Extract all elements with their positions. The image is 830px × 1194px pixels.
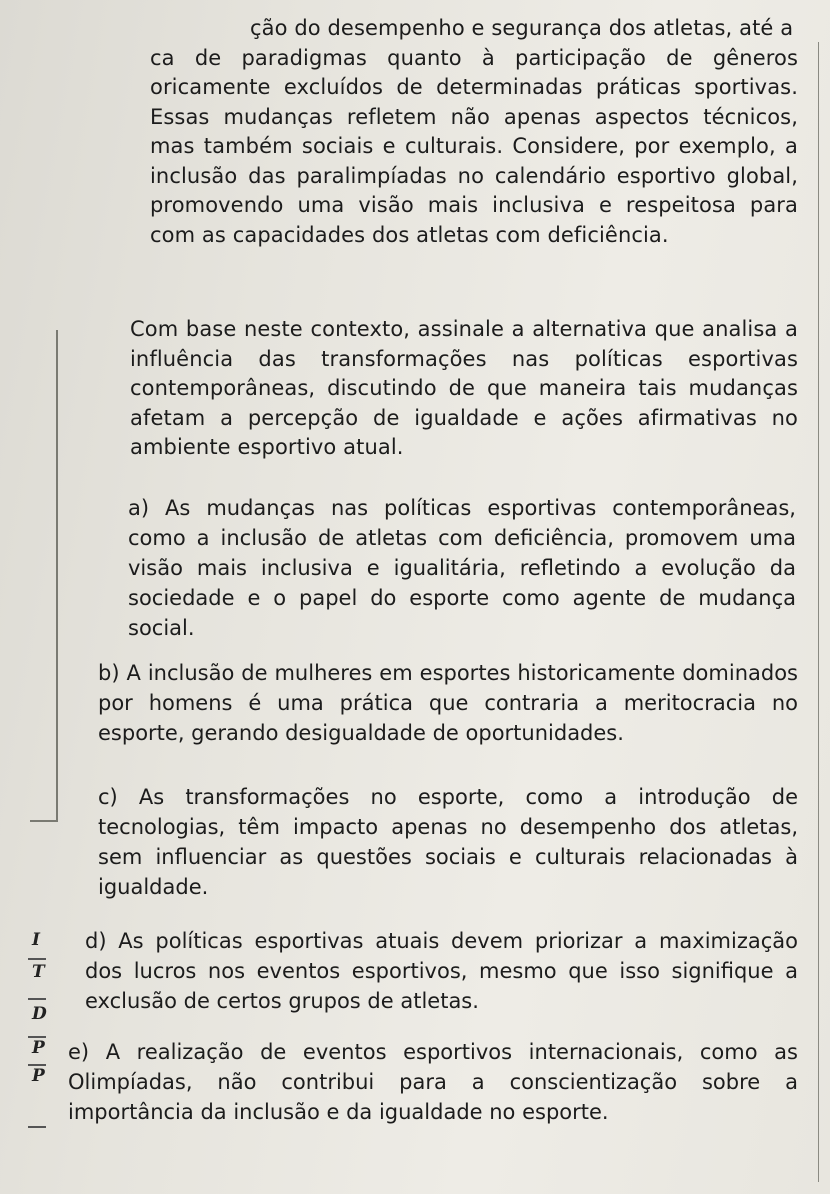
margin-line-horizontal <box>30 820 58 822</box>
margin-rule-2 <box>28 998 46 1000</box>
intro-rest: ca de paradigmas quanto à participação de gêneros oricamente excluídos de determinadas práticas sportivas. Essas mudanças refletem não apenas aspectos técnicos, mas também sociais e culturais. Considere, por exemplo, a inclusão das paralimpíadas no calendário esportivo global, promovendo uma visão mais inclusiva e respeitosa para com as capacidades dos atletas com deficiência. <box>150 45 798 247</box>
intro-first-line: ção do desempenho e segurança dos atletas, até a <box>250 16 794 40</box>
margin-letter-2: T <box>32 962 45 982</box>
margin-letter-5: P <box>32 1066 45 1086</box>
margin-letter-4: P <box>32 1038 45 1058</box>
question-text: Com base neste contexto, assinale a alternativa que analisa a influência das transformações nas políticas esportivas contemporâneas, discutindo de que maneira tais mudanças afetam a percepção de igualdade e ações afirmativas no ambiente esportivo atual. <box>130 317 798 459</box>
option-c[interactable]: c) As transformações no esporte, como a introdução de tecnologias, têm impacto apenas no desempenho dos atletas, sem influenciar as questões sociais e culturais relacionadas à igualdade. <box>98 785 798 899</box>
option-b[interactable]: b) A inclusão de mulheres em esportes historicamente dominados por homens é uma prática que contraria a meritocracia no esporte, gerando desigualdade de oportunidades. <box>98 661 798 745</box>
margin-letter-1: I <box>32 930 40 950</box>
right-edge-line <box>818 42 819 1182</box>
margin-rule-5 <box>28 1126 46 1128</box>
option-d[interactable]: d) As políticas esportivas atuais devem priorizar a maximização dos lucros nos eventos esportivos, mesmo que isso signifique a exclusão de certos grupos de atletas. <box>85 929 798 1013</box>
margin-letter-3: D <box>32 1004 47 1024</box>
margin-line-vertical <box>56 330 58 822</box>
option-e[interactable]: e) A realização de eventos esportivos internacionais, como as Olimpíadas, não contribui para a conscientização sobre a importância da inclusão e da igualdade no esporte. <box>68 1040 798 1124</box>
margin-rule-1 <box>28 958 46 960</box>
intro-paragraph <box>150 14 798 250</box>
option-a[interactable]: a) As mudanças nas políticas esportivas contemporâneas, como a inclusão de atletas com deficiência, promovem uma visão mais inclusiva e igualitária, refletindo a evolução da sociedade e o papel do esporte como agente de mudança social. <box>128 496 796 640</box>
